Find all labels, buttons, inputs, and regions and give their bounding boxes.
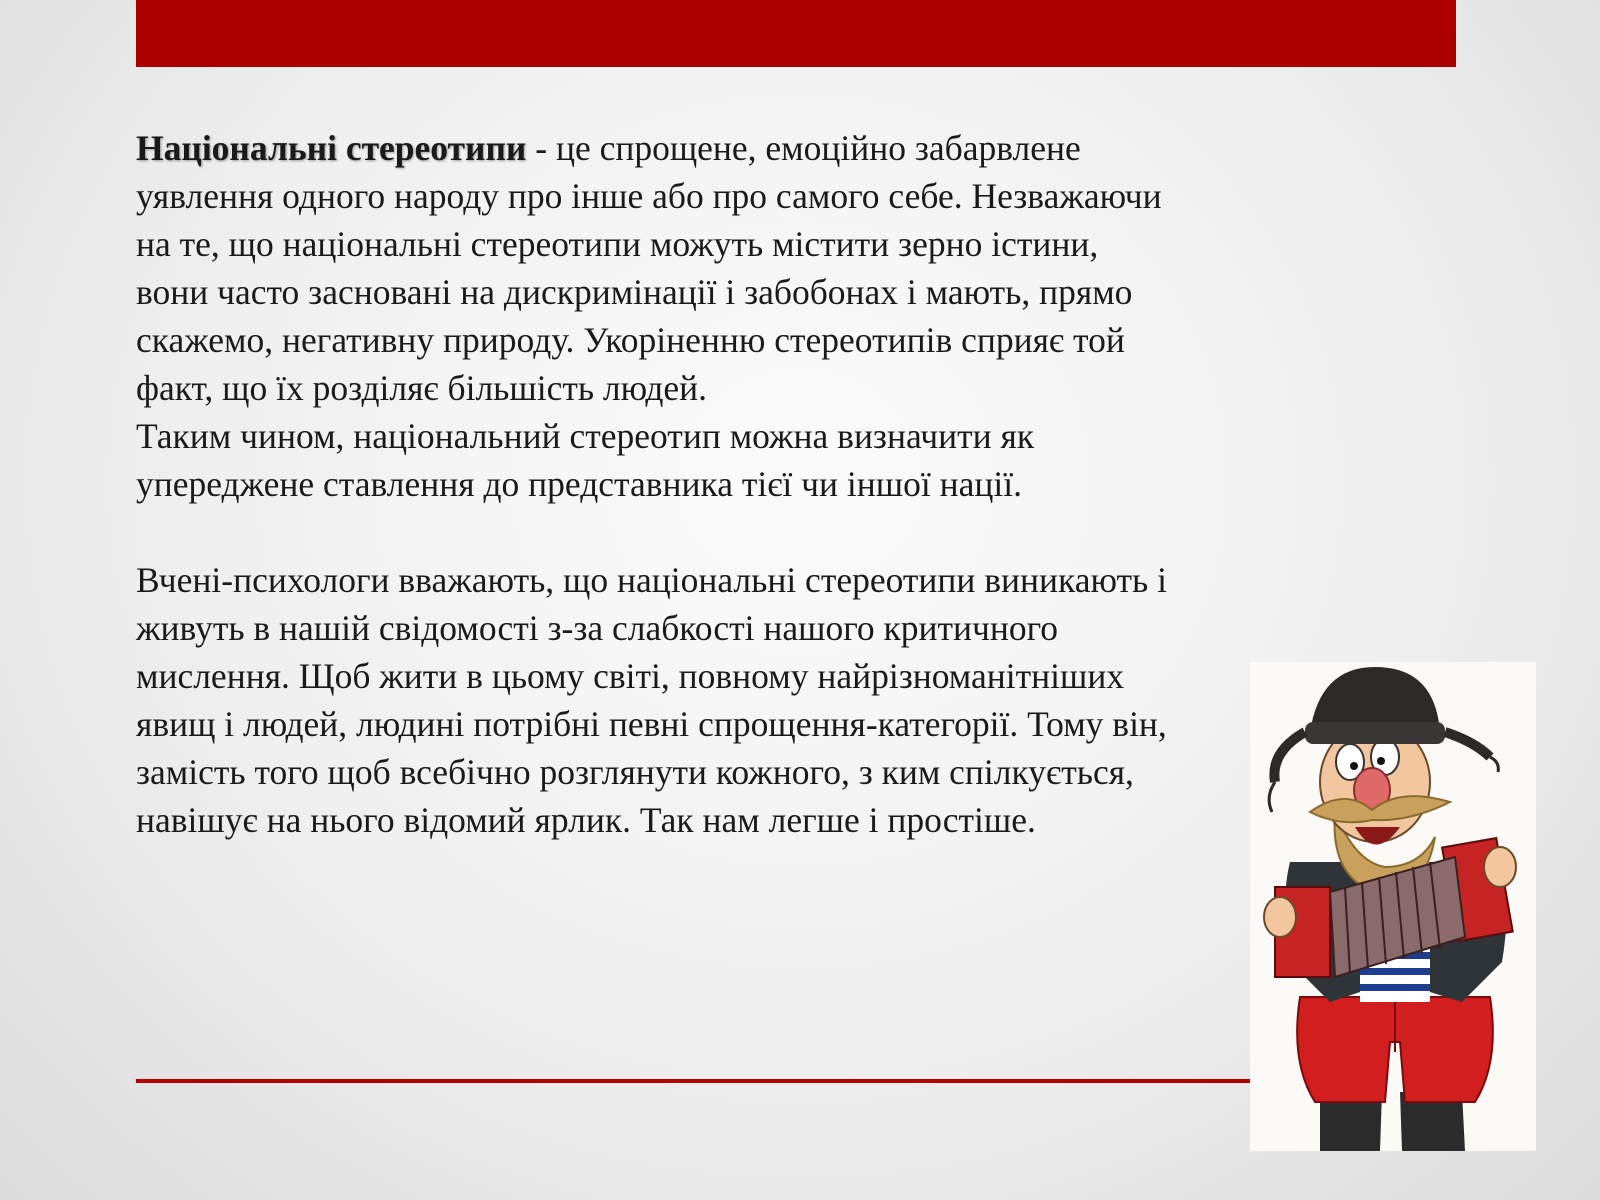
paragraph-3-line-1: Вчені-психологи вважають, що національні стереотипи виникають і	[136, 560, 1167, 600]
paragraph-1-line-5: скажемо, негативну природу. Укоріненню стереотипів сприяє той	[136, 320, 1125, 360]
accordion-player-drawing	[1250, 662, 1536, 1151]
paragraph-3-line-2: живуть в нашій свідомості з-за слабкості нашого критичного	[136, 608, 1059, 648]
top-accent-bar	[136, 0, 1456, 67]
paragraph-gap	[136, 508, 1316, 556]
paragraph-3-line-6: навішує на нього відомий ярлик. Так нам легше і простіше.	[136, 800, 1036, 840]
bottom-accent-rule	[136, 1079, 1256, 1083]
paragraph-1-line-3: на те, що національні стереотипи можуть містити зерно істини,	[136, 224, 1099, 264]
key-term: Національні стереотипи	[136, 128, 527, 168]
paragraph-3-line-4: явищ і людей, людині потрібні певні спрощення-категорії. Тому він,	[136, 704, 1167, 744]
paragraph-1-line-4: вони часто засновані на дискримінації і забобонах і мають, прямо	[136, 272, 1133, 312]
paragraph-2-line-1: Таким чином, національний стереотип можна визначити як	[136, 416, 1035, 456]
paragraph-1-line-6: факт, що їх розділяє більшість людей.	[136, 368, 708, 408]
paragraph-2-line-2: упереджене ставлення до представника тієї чи іншої нації.	[136, 464, 1022, 504]
paragraph-1-line-1-text: - це спрощене, емоційно забарвлене	[526, 128, 1081, 168]
paragraph-3-line-3: мислення. Щоб жити в цьому світі, повному найрізноманітніших	[136, 656, 1125, 696]
accordion-player-illustration	[1250, 662, 1536, 1151]
slide-text	[136, 124, 1316, 844]
paragraph-1-line-1	[136, 124, 1316, 172]
paragraph-3-line-5: замість того щоб всебічно розглянути кожного, з ким спілкується,	[136, 752, 1134, 792]
paragraph-1-line-2: уявлення одного народу про інше або про самого себе. Незважаючи	[136, 176, 1162, 216]
